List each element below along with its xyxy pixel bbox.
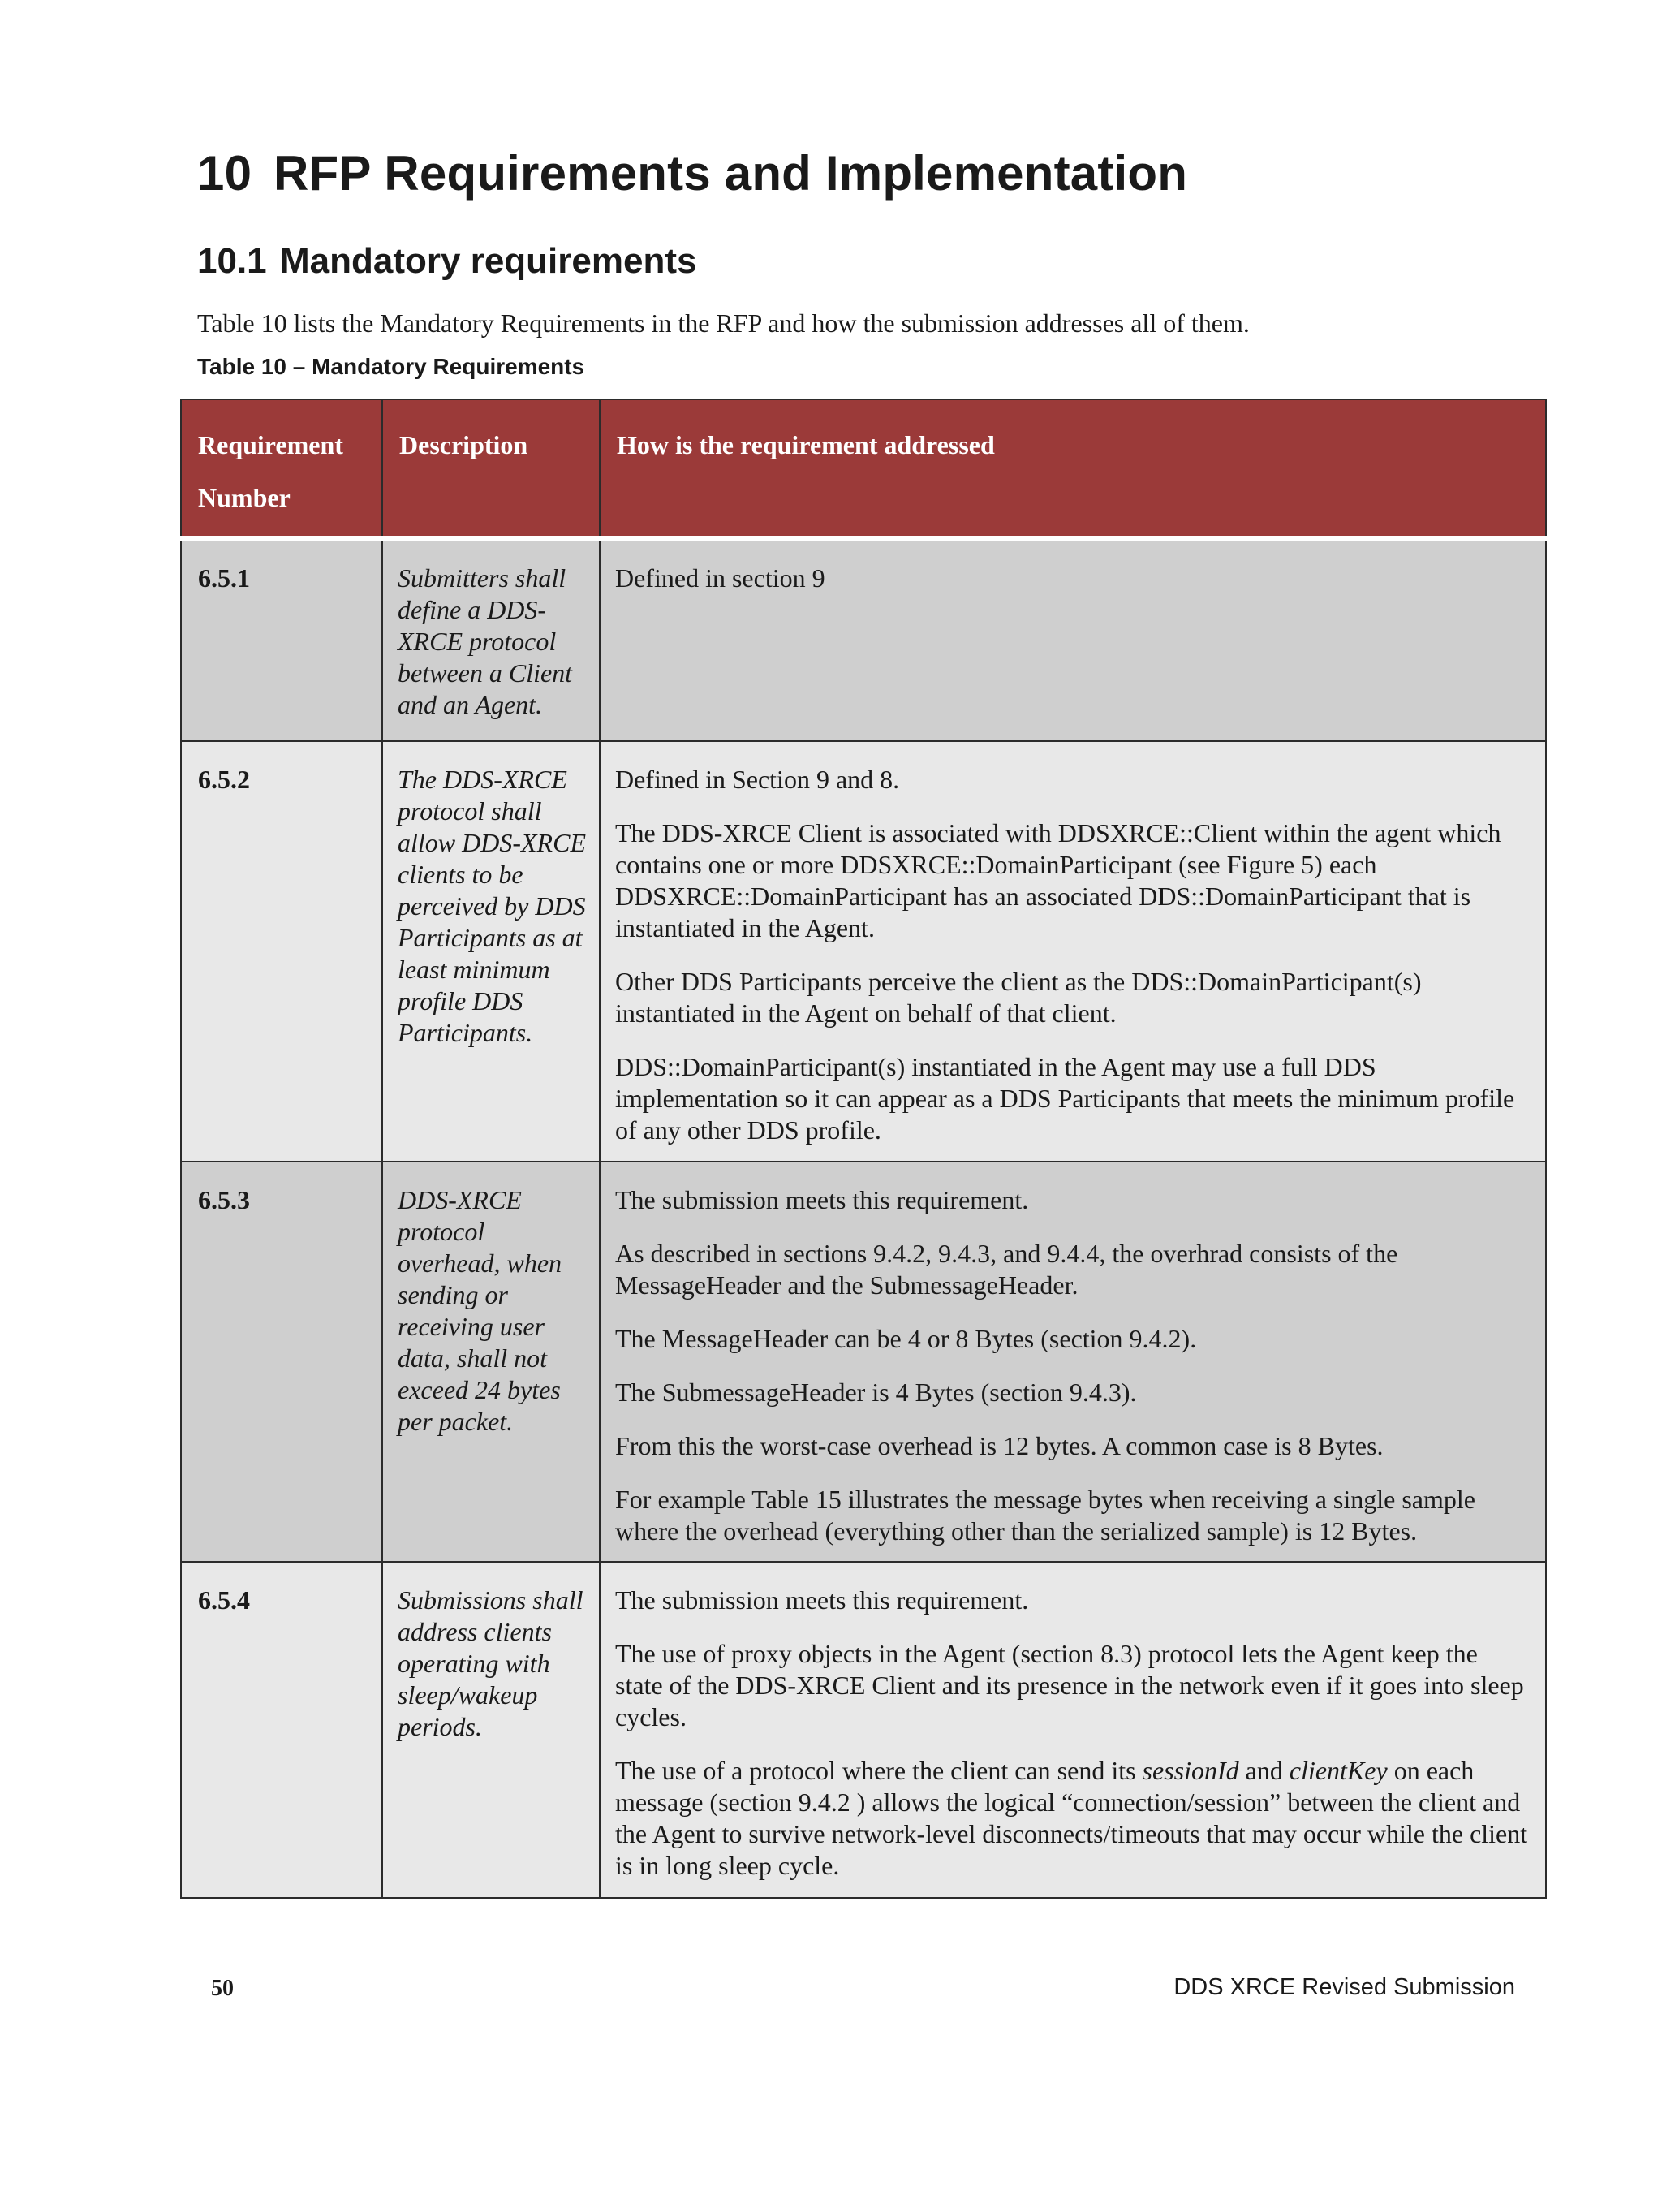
addressed-paragraph: As described in sections 9.4.2, 9.4.3, and 9.4.4, the overhrad consists of the MessageHeader and the SubmessageHeader. [615,1239,1398,1300]
addressed-paragraph: Defined in section 9 [615,563,825,593]
requirement-number: 6.5.1 [181,538,382,741]
chapter-title: RFP Requirements and Implementation [273,146,1188,201]
text-run: and [1238,1756,1290,1785]
requirement-number: 6.5.3 [181,1162,382,1562]
table-row [181,538,1546,741]
requirement-addressed [600,741,1546,1162]
page-number: 50 [211,1976,234,2001]
footer-document-title: DDS XRCE Revised Submission [1173,1974,1515,2000]
addressed-paragraph [615,1755,1531,1882]
requirement-addressed [600,1562,1546,1898]
table-caption: Table 10 – Mandatory Requirements [197,354,585,379]
requirement-description: Submitters shall define a DDS-XRCE protocol between a Client and an Agent. [382,538,600,741]
section-number: 10.1 [197,241,267,281]
addressed-paragraph: DDS::DomainParticipant(s) instantiated in the Agent may use a full DDS implementation so it can appear as a DDS Participants that meets the minimum profile of any other DDS profile. [615,1052,1515,1145]
column-header-how-addressed: How is the requirement addressed [600,399,1546,538]
table-header-row [181,399,1546,538]
table-row [181,741,1546,1162]
addressed-paragraph: The DDS-XRCE Client is associated with DDSXRCE::Client within the agent which contains one or more DDSXRCE::DomainParticipant (see Figure 5) each DDSXRCE::DomainParticipant has an associated DDS::DomainParticipant that is instantiated in the Agent. [615,818,1501,942]
column-header-requirement-number: Requirement Number [181,399,382,538]
addressed-paragraph: From this the worst-case overhead is 12 bytes. A common case is 8 Bytes. [615,1431,1384,1460]
addressed-paragraph: The submission meets this requirement. [615,1585,1029,1615]
addressed-paragraph: Defined in Section 9 and 8. [615,765,900,794]
chapter-number: 10 [197,146,252,201]
section-title: Mandatory requirements [280,241,697,281]
requirement-description: DDS-XRCE protocol overhead, when sending or receiving user data, shall not exceed 24 bytes per packet. [382,1162,600,1562]
term-client-key: clientKey [1289,1756,1388,1785]
table-row [181,1162,1546,1562]
addressed-paragraph: The SubmessageHeader is 4 Bytes (section 9.4.3). [615,1378,1137,1407]
intro-paragraph: Table 10 lists the Mandatory Requirements in the RFP and how the submission addresses all of them. [197,308,1250,338]
requirement-number: 6.5.2 [181,741,382,1162]
requirement-number: 6.5.4 [181,1562,382,1898]
term-session-id: sessionId [1142,1756,1239,1785]
requirement-description: The DDS-XRCE protocol shall allow DDS-XRCE clients to be perceived by DDS Participants as at least minimum profile DDS Participants. [382,741,600,1162]
addressed-paragraph: The use of proxy objects in the Agent (section 8.3) protocol lets the Agent keep the state of the DDS-XRCE Client and its presence in the network even if it goes into sleep cycles. [615,1639,1524,1731]
addressed-paragraph: Other DDS Participants perceive the client as the DDS::DomainParticipant(s) instantiated in the Agent on behalf of that client. [615,967,1422,1028]
addressed-paragraph: The submission meets this requirement. [615,1185,1029,1214]
requirement-addressed [600,1162,1546,1562]
requirement-addressed [600,538,1546,741]
table-row [181,1562,1546,1898]
addressed-paragraph: For example Table 15 illustrates the message bytes when receiving a single sample where the overhead (everything other than the serialized sample) is 12 Bytes. [615,1485,1475,1546]
requirements-table [180,399,1547,1899]
column-header-description: Description [382,399,600,538]
chapter-heading [197,143,1187,205]
text-run: on each message (section 9.4.2 ) allows the logical “connection/session” between the client and the Agent to survive network-level disconnects/timeouts that may occur while the client is in long sleep cycle. [615,1756,1528,1880]
text-run: The use of a protocol where the client can send its [615,1756,1143,1785]
section-heading [197,239,696,284]
addressed-paragraph: The MessageHeader can be 4 or 8 Bytes (section 9.4.2). [615,1324,1197,1353]
requirement-description: Submissions shall address clients operating with sleep/wakeup periods. [382,1562,600,1898]
